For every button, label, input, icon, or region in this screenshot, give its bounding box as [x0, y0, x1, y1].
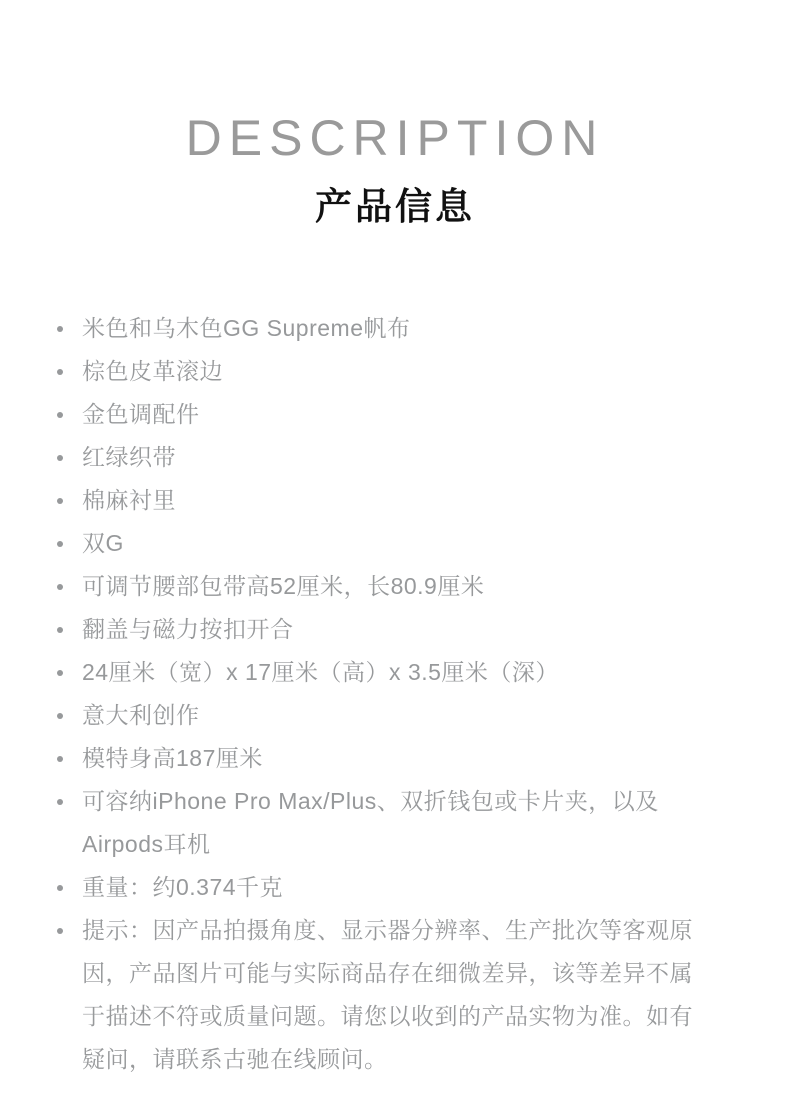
list-item [57, 350, 790, 393]
list-item [57, 909, 790, 1081]
description-header [0, 0, 790, 227]
bullet-icon [57, 455, 63, 461]
bullet-icon [57, 412, 63, 418]
list-item [57, 780, 790, 866]
list-item [57, 866, 790, 909]
bullet-icon [57, 498, 63, 504]
list-item [57, 737, 790, 780]
product-details-list [0, 307, 790, 1081]
list-item [57, 651, 790, 694]
section-title-zh: 产品信息 [315, 185, 475, 227]
list-item-text: 棕色皮革滚边 [82, 358, 223, 385]
list-item [57, 436, 790, 479]
list-item-text: 棉麻衬里 [82, 487, 176, 514]
list-item [57, 307, 790, 350]
list-item-text: 意大利创作 [82, 702, 200, 729]
bullet-icon [57, 799, 63, 805]
bullet-icon [57, 885, 63, 891]
bullet-icon [57, 541, 63, 547]
list-item [57, 608, 790, 651]
list-item [57, 565, 790, 608]
list-item [57, 694, 790, 737]
bullet-icon [57, 369, 63, 375]
list-item-text: 可容纳iPhone Pro Max/Plus、双折钱包或卡片夹，以及Airpods耳机 [82, 788, 659, 858]
list-item-text: 米色和乌木色GG Supreme帆布 [82, 315, 411, 342]
bullet-icon [57, 713, 63, 719]
list-item-text: 红绿织带 [82, 444, 176, 471]
list-item-text: 模特身高187厘米 [82, 745, 263, 772]
list-item-text: 金色调配件 [82, 401, 200, 428]
list-item-text: 双G [82, 530, 124, 557]
section-title-en: DESCRIPTION [185, 110, 605, 166]
bullet-icon [57, 670, 63, 676]
list-item [57, 522, 790, 565]
bullet-icon [57, 928, 63, 934]
bullet-icon [57, 326, 63, 332]
list-item-text: 提示：因产品拍摄角度、显示器分辨率、生产批次等客观原因，产品图片可能与实际商品存在细微差异，该等差异不属于描述不符或质量问题。请您以收到的产品实物为准。如有疑问，请联系古驰在线顾问。 [82, 917, 693, 1073]
bullet-icon [57, 584, 63, 590]
list-item-text: 可调节腰部包带高52厘米，长80.9厘米 [82, 573, 485, 600]
bullet-icon [57, 627, 63, 633]
list-item-text: 翻盖与磁力按扣开合 [82, 616, 294, 643]
list-item-text: 24厘米（宽）x 17厘米（高）x 3.5厘米（深） [82, 659, 559, 686]
list-item [57, 479, 790, 522]
list-item [57, 393, 790, 436]
bullet-icon [57, 756, 63, 762]
list-item-text: 重量：约0.374千克 [82, 874, 284, 901]
